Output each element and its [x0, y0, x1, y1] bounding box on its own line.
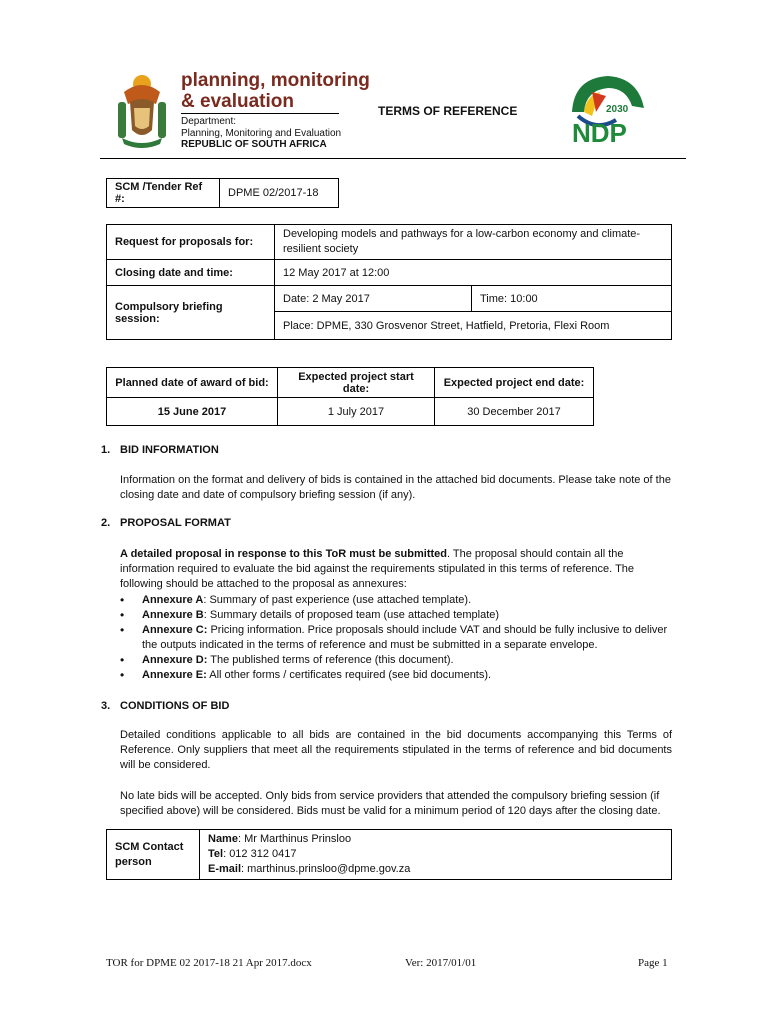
contact-name-label: Name	[208, 833, 238, 845]
ndp-wordmark: NDP	[572, 118, 627, 148]
list-item	[120, 608, 672, 623]
section-2-title: PROPOSAL FORMAT	[120, 517, 231, 529]
list-item	[120, 593, 672, 608]
contact-tel-row	[208, 847, 663, 862]
section-2-number: 2.	[101, 517, 111, 529]
briefing-date: Date: 2 May 2017	[275, 286, 472, 312]
section-1-number: 1.	[101, 444, 111, 456]
section-3-number: 3.	[101, 700, 111, 712]
dept-name-line2: & evaluation	[181, 91, 294, 112]
section-2-lead-bold: A detailed proposal in response to this ToR must be submitted	[120, 548, 447, 560]
list-item	[120, 653, 672, 668]
page-title: TERMS OF REFERENCE	[378, 104, 518, 118]
ndp-year: 2030	[606, 104, 629, 115]
start-date-value: 1 July 2017	[278, 398, 435, 426]
briefing-label: Compulsory briefing session:	[107, 286, 275, 340]
contact-name-row	[208, 832, 663, 847]
annexure-name: Annexure E:	[142, 669, 207, 681]
annexure-text: Pricing information. Price proposals should include VAT and should be fully inclusive to deliver the outputs indicated in the terms of reference and must be submitted in a separate envelope.	[142, 624, 668, 651]
end-date-header: Expected project end date:	[435, 368, 594, 398]
logo-divider	[181, 113, 339, 114]
list-item	[120, 623, 672, 653]
list-item	[120, 668, 672, 683]
end-date-value: 30 December 2017	[435, 398, 594, 426]
section-2-lead-rest: . The proposal should contain all the information required to evaluate the bid against the requirements stipulated in this terms of reference. The following should be attached to the proposal as annexures:	[120, 548, 635, 590]
footer-filename: TOR for DPME 02 2017-18 21 Apr 2017.docx	[106, 957, 312, 969]
dept-full-name: Planning, Monitoring and Evaluation	[181, 128, 342, 139]
tender-ref-label: SCM /Tender Ref #:	[107, 179, 220, 208]
contact-email-value: : marthinus.prinsloo@dpme.gov.za	[241, 863, 411, 875]
dept-name-line1: planning, monitoring	[181, 70, 370, 91]
country-name: REPUBLIC OF SOUTH AFRICA	[181, 139, 327, 150]
annexure-name: Annexure D:	[142, 654, 208, 666]
footer-page-number: Page 1	[638, 957, 668, 969]
award-date-value: 15 June 2017	[107, 398, 278, 426]
contact-tel-value: : 012 312 0417	[223, 848, 297, 860]
request-label: Request for proposals for:	[107, 225, 275, 260]
section-3-title: CONDITIONS OF BID	[120, 700, 230, 712]
contact-details	[200, 830, 672, 880]
tender-ref-value: DPME 02/2017-18	[220, 179, 339, 208]
rfp-info-table	[106, 224, 672, 340]
start-date-header: Expected project start date:	[278, 368, 435, 398]
section-2-lead	[120, 547, 672, 592]
request-value: Developing models and pathways for a low-carbon economy and climate-resilient society	[275, 225, 672, 260]
briefing-time: Time: 10:00	[472, 286, 672, 312]
section-1-text: Information on the format and delivery of bids is contained in the attached bid documents. Please take note of the closing date and date of compulsory briefing session (if any).	[120, 474, 671, 501]
section-3-text-2: No late bids will be accepted. Only bids from service providers that attended the compulsory briefing session (if specified above) will be considered. Bids must be valid for a minimum period of 120 days after the closing date.	[120, 790, 661, 817]
contact-label: SCM Contact person	[107, 830, 200, 880]
coat-of-arms-logo	[112, 72, 172, 152]
award-date-header: Planned date of award of bid:	[107, 368, 278, 398]
contact-email-label: E-mail	[208, 863, 242, 875]
annexure-name: Annexure A	[142, 594, 204, 606]
annexure-text: All other forms / certificates required (see bid documents).	[206, 669, 492, 681]
section-1-title: BID INFORMATION	[120, 444, 219, 456]
ndp-logo	[566, 72, 648, 148]
closing-label: Closing date and time:	[107, 260, 275, 286]
header-rule	[100, 158, 686, 159]
contact-tel-label: Tel	[208, 848, 224, 860]
briefing-place: Place: DPME, 330 Grosvenor Street, Hatfield, Pretoria, Flexi Room	[275, 312, 672, 340]
scm-contact-table	[106, 829, 672, 880]
annexure-text: : Summary details of proposed team (use attached template)	[203, 609, 500, 621]
annexure-text: The published terms of reference (this document).	[207, 654, 454, 666]
annexure-text: : Summary of past experience (use attached template).	[203, 594, 472, 606]
closing-value: 12 May 2017 at 12:00	[275, 260, 672, 286]
annexure-list	[120, 593, 672, 683]
footer-version: Ver: 2017/01/01	[405, 957, 477, 969]
contact-email-row	[208, 862, 663, 877]
annexure-name: Annexure C:	[142, 624, 208, 636]
project-dates-table	[106, 367, 594, 426]
annexure-name: Annexure B	[142, 609, 204, 621]
dept-label: Department:	[181, 116, 237, 127]
contact-name-value: : Mr Marthinus Prinsloo	[237, 833, 352, 845]
tender-ref-table	[106, 178, 339, 208]
section-3-text-1: Detailed conditions applicable to all bids are contained in the bid documents accompanying this Terms of Reference. Only suppliers that meet all the requirements stipulated in the terms of reference and bid documents will be considered.	[120, 729, 672, 771]
